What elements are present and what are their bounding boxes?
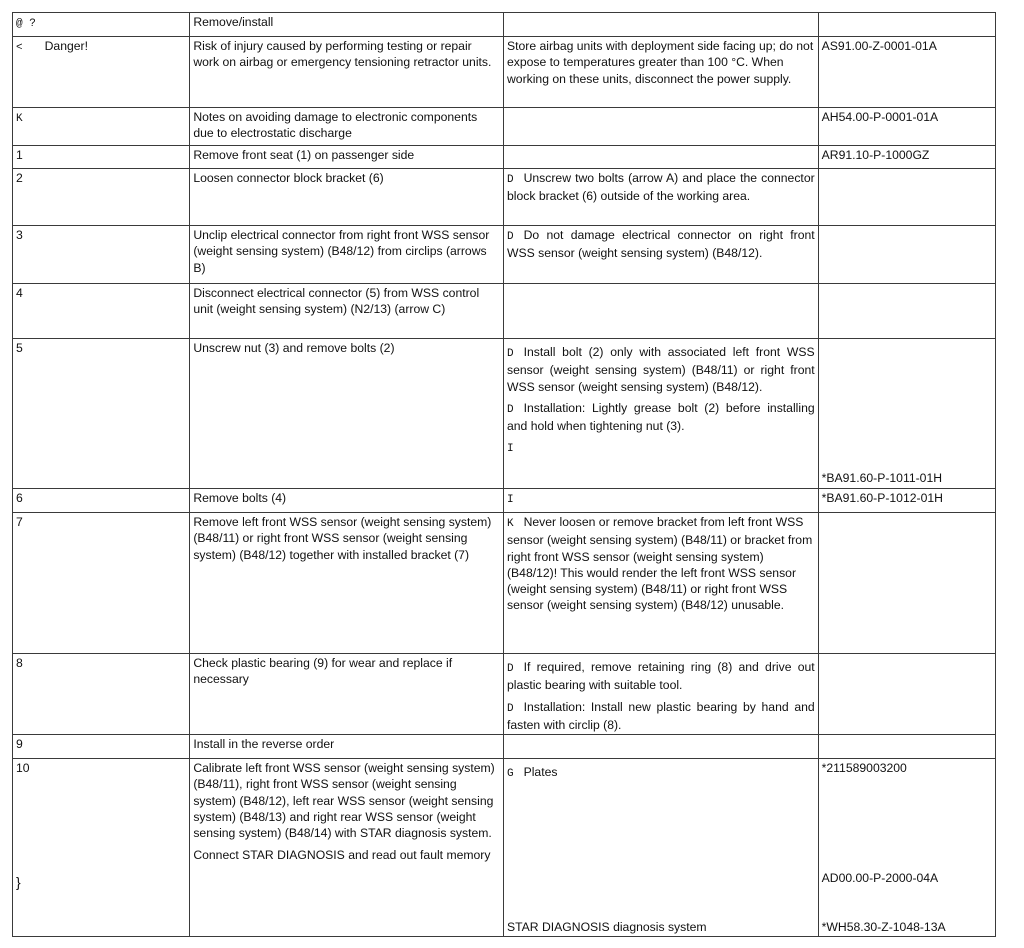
- note-d-icon: D: [506, 663, 514, 675]
- note-text: Unscrew two bolts (arrow A) and place the connector block bracket (6) outside of the working area.: [506, 171, 815, 204]
- table-row: [13, 489, 996, 513]
- note-d-icon: D: [506, 231, 514, 243]
- notes-cell: [503, 735, 818, 759]
- note-icon: K: [16, 113, 23, 125]
- step-number: 5: [13, 339, 190, 489]
- ref-cell: [818, 284, 995, 339]
- action-text: Notes on avoiding damage to electronic components due to electrostatic discharge: [193, 110, 478, 141]
- ref-cell: [818, 654, 995, 735]
- step-number: 9: [13, 735, 190, 759]
- action-text: Calibrate left front WSS sensor (weight sensing system) (B48/11), right front WSS sensor (weight sensing system) (B48/12), left rear WSS sensor (weight sensing system) (B48/13) and right rear WSS sensor (weight sensing system) (B48/14) with STAR diagnosis system.: [193, 761, 495, 841]
- ref-link[interactable]: *BA91.60-P-1012-01H: [821, 491, 943, 505]
- table-row: [13, 108, 996, 146]
- notes-cell: [503, 13, 818, 37]
- ref-cell: [818, 339, 995, 489]
- action-cell: Install in the reverse order: [190, 735, 504, 759]
- step-number: 1: [13, 146, 190, 169]
- ref-cell: [818, 513, 995, 654]
- action-cell: Loosen connector block bracket (6): [190, 169, 504, 226]
- note-text: Do not damage electrical connector on right front WSS sensor (weight sensing system) (B48/12).: [506, 228, 815, 261]
- note-d-icon: D: [506, 702, 514, 715]
- action-cell: [190, 37, 504, 108]
- notes-cell: [503, 489, 818, 513]
- action-cell: Unclip electrical connector from right front WSS sensor (weight sensing system) (B48/12) from circlips (arrows B): [190, 226, 504, 284]
- ref-link[interactable]: AD00.00-P-2000-04A: [821, 871, 939, 886]
- ref-link[interactable]: AH54.00-P-0001-01A: [821, 110, 939, 124]
- info-icon: I: [506, 443, 514, 456]
- ref-cell: [818, 169, 995, 226]
- step-number: [13, 759, 190, 937]
- table-row: [13, 13, 996, 37]
- action-cell: [190, 108, 504, 146]
- step-number: 2: [13, 169, 190, 226]
- warning-icon: <: [16, 42, 23, 54]
- ref-cell: [818, 735, 995, 759]
- action-text: Remove/install: [193, 15, 274, 29]
- action-cell: Remove bolts (4): [190, 489, 504, 513]
- step-number: 4: [13, 284, 190, 339]
- ref-link[interactable]: *211589003200: [821, 761, 907, 775]
- note-text: Store airbag units with deployment side facing up; do not expose to temperatures greater than 100 °C. When working on these units, disconnect the power supply.: [506, 39, 814, 86]
- notes-cell: [503, 654, 818, 735]
- ref-cell: [818, 489, 995, 513]
- table-row: [13, 759, 996, 937]
- notes-cell: [503, 37, 818, 108]
- tool-text: STAR DIAGNOSIS diagnosis system: [506, 919, 707, 934]
- step-number-label: 10: [16, 761, 30, 775]
- note-text: Plates: [523, 765, 558, 779]
- ref-cell: [818, 146, 995, 169]
- note-text: Install bolt (2) only with associated left front WSS sensor (weight sensing system) (B48/11) or right front WSS sensor (weight sensing system) (B48/12).: [506, 345, 815, 394]
- notes-cell: [503, 339, 818, 489]
- action-cell: Remove left front WSS sensor (weight sensing system) (B48/11) or right front WSS sensor (weight sensing system) (B48/12) together with installed bracket (7): [190, 513, 504, 654]
- step-number: 6: [13, 489, 190, 513]
- action-cell: Unscrew nut (3) and remove bolts (2): [190, 339, 504, 489]
- table-row: [13, 226, 996, 284]
- procedure-table: [12, 12, 996, 937]
- tool-icon: G: [506, 768, 514, 780]
- info-icon: I: [506, 494, 514, 506]
- action-text-2: Connect STAR DIAGNOSIS and read out fault memory: [193, 848, 491, 863]
- table-row: [13, 654, 996, 735]
- table-row: [13, 735, 996, 759]
- notes-cell: [503, 226, 818, 284]
- note-text: If required, remove retaining ring (8) and drive out plastic bearing with suitable tool.: [506, 660, 815, 693]
- note-k-icon: K: [506, 518, 514, 530]
- table-row: [13, 513, 996, 654]
- table-row: [13, 169, 996, 226]
- symbol-icon: @ ?: [16, 18, 36, 30]
- note-text: Installation: Install new plastic bearing by hand and fasten with circlip (8).: [506, 699, 815, 732]
- ref-link[interactable]: AS91.00-Z-0001-01A: [821, 39, 937, 53]
- ref-link[interactable]: *BA91.60-P-1011-01H: [821, 470, 943, 485]
- note-text: Installation: Lightly grease bolt (2) before installing and hold when tightening nut (3).: [506, 400, 815, 434]
- action-cell: [190, 759, 504, 937]
- note-d-icon: D: [506, 174, 514, 186]
- notes-cell: [503, 108, 818, 146]
- action-text: Risk of injury caused by performing testing or repair work on airbag or emergency tensioning retractor units.: [193, 39, 492, 70]
- ref-cell: [818, 37, 995, 108]
- action-cell: [190, 13, 504, 37]
- notes-cell: [503, 513, 818, 654]
- table-row: [13, 339, 996, 489]
- ref-cell: [818, 226, 995, 284]
- ref-cell: [818, 13, 995, 37]
- ref-cell: [818, 759, 995, 937]
- step-number: 7: [13, 513, 190, 654]
- step-cell: [13, 108, 190, 146]
- step-cell: [13, 13, 190, 37]
- ref-link[interactable]: AR91.10-P-1000GZ: [821, 148, 930, 162]
- note-text: Never loosen or remove bracket from left front WSS sensor (weight sensing system) (B48/11) or bracket from right front WSS sensor (weight sensing system) (B48/12)! This would render the left front WSS sensor (weight sensing system) (B48/11) or right front WSS sensor (weight sensing system) (B48/12) unusable.: [506, 515, 813, 613]
- notes-cell: [503, 759, 818, 937]
- table-row: [13, 284, 996, 339]
- table-row: [13, 37, 996, 108]
- step-cell: [13, 37, 190, 108]
- brace-icon: }: [16, 874, 21, 891]
- table-row: [13, 146, 996, 169]
- danger-label: Danger!: [44, 39, 88, 53]
- action-cell: Remove front seat (1) on passenger side: [190, 146, 504, 169]
- notes-cell: [503, 169, 818, 226]
- step-number: 8: [13, 654, 190, 735]
- action-cell: Check plastic bearing (9) for wear and replace if necessary: [190, 654, 504, 735]
- ref-cell: [818, 108, 995, 146]
- ref-link[interactable]: *WH58.30-Z-1048-13A: [821, 919, 946, 934]
- notes-cell: [503, 284, 818, 339]
- note-d-icon: D: [506, 403, 514, 416]
- notes-cell: [503, 146, 818, 169]
- note-d-icon: D: [506, 348, 514, 360]
- action-cell: Disconnect electrical connector (5) from WSS control unit (weight sensing system) (N2/13) (arrow C): [190, 284, 504, 339]
- step-number: 3: [13, 226, 190, 284]
